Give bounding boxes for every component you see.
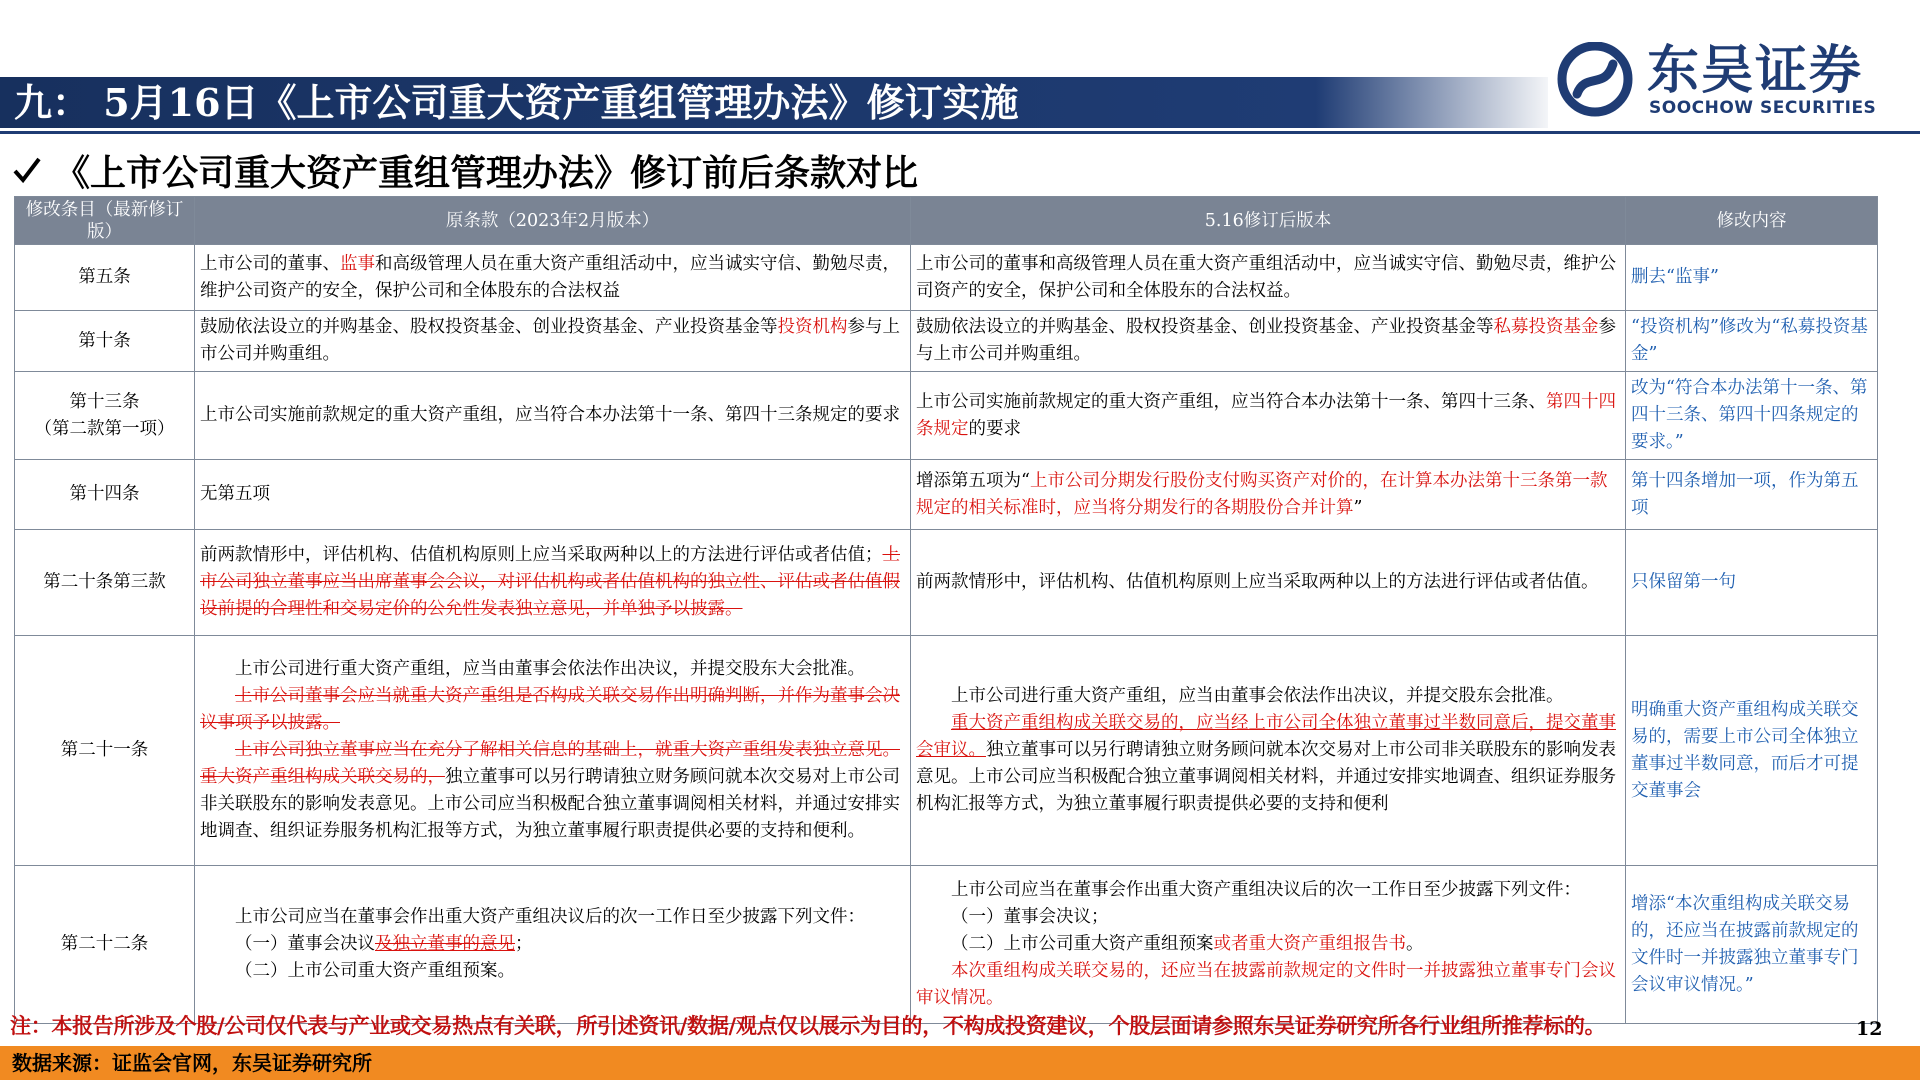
revised-cell: 上市公司的董事和高级管理人员在重大资产重组活动中，应当诚实守信、勤勉尽责，维护公司资产的安全，保护公司和全体股东的合法权益。 (911, 245, 1626, 311)
title-bar (0, 77, 1548, 128)
table-header-row (15, 197, 1878, 245)
table-row (15, 636, 1878, 866)
table-row (15, 245, 1878, 311)
change-cell: 明确重大资产重组构成关联交易的，需要上市公司全体独立董事过半数同意，而后才可提交董事会 (1626, 636, 1878, 866)
change-cell: 第十四条增加一项，作为第五项 (1626, 460, 1878, 530)
table-row (15, 530, 1878, 636)
change-cell: 改为“符合本办法第十一条、第四十三条、第四十四条规定的要求。” (1626, 372, 1878, 460)
header-article: 修改条目（最新修订版） (15, 197, 195, 245)
change-cell: 增添“本次重组构成关联交易的，还应当在披露前款规定的文件时一并披露独立董事专门会议审议情况。” (1626, 866, 1878, 1024)
comparison-table (14, 196, 1878, 1024)
revised-cell: 增添第五项为“上市公司分期发行股份支付购买资产对价的，在计算本办法第十三条第一款规定的相关标准时，应当将分期发行的各期股份合并计算” (911, 460, 1626, 530)
article-cell: 第十四条 (15, 460, 195, 530)
original-cell: 鼓励依法设立的并购基金、股权投资基金、创业投资基金、产业投资基金等投资机构参与上市公司并购重组。 (195, 311, 911, 372)
checkmark-icon (12, 155, 42, 185)
table-row (15, 311, 1878, 372)
disclaimer-note: 注：本报告所涉及个股/公司仅代表与产业或交易热点有关联，所引述资讯/数据/观点仅以展示为目的，不构成投资建议，个股层面请参照东吴证券研究所各行业组所推荐标的。 (10, 1013, 1606, 1038)
table-row (15, 866, 1878, 1024)
logo-chinese-name: 东吴证券 (1647, 41, 1864, 101)
original-cell: 前两款情形中，评估机构、估值机构原则上应当采取两种以上的方法进行评估或者估值；上市公司独立董事应当出席董事会会议，对评估机构或者估值机构的独立性、评估或者估值假设前提的合理性和交易定价的公允性发表独立意见，并单独予以披露。 (195, 530, 911, 636)
original-cell: 上市公司进行重大资产重组，应当由董事会依法作出决议，并提交股东大会批准。 上市公司董事会应当就重大资产重组是否构成关联交易作出明确判断，并作为董事会决议事项予以披露。 上市公司独立董事应当在充分了解相关信息的基础上，就重大资产重组发表独立意见。重大资产重组构成关联交易的，独立董事可以另行聘请独立财务顾问就本次交易对上市公司非关联股东的影响发表意见。上市公司应当积极配合独立董事调阅相关材料，并通过安排实地调查、组织证券服务机构汇报等方式，为独立董事履行职责提供必要的支持和便利。 (195, 636, 911, 866)
change-cell: “投资机构”修改为“私募投资基金” (1626, 311, 1878, 372)
original-cell: 上市公司实施前款规定的重大资产重组，应当符合本办法第十一条、第四十三条规定的要求 (195, 372, 911, 460)
revised-cell: 上市公司应当在董事会作出重大资产重组决议后的次一工作日至少披露下列文件： （一）董事会决议； （二）上市公司重大资产重组预案或者重大资产重组报告书。 本次重组构成关联交易的，还应当在披露前款规定的文件时一并披露独立董事专门会议审议情况。 (911, 866, 1626, 1024)
original-cell: 上市公司应当在董事会作出重大资产重组决议后的次一工作日至少披露下列文件： （一）董事会决议及独立董事的意见； （二）上市公司重大资产重组预案。 (195, 866, 911, 1024)
table-row (15, 372, 1878, 460)
revised-cell: 鼓励依法设立的并购基金、股权投资基金、创业投资基金、产业投资基金等私募投资基金参与上市公司并购重组。 (911, 311, 1626, 372)
soochow-logo-icon (1555, 42, 1641, 117)
page-number: 12 (1856, 1018, 1883, 1040)
change-cell: 只保留第一句 (1626, 530, 1878, 636)
article-cell: 第十三条 （第二款第一项） (15, 372, 195, 460)
subtitle-text: 《上市公司重大资产重组管理办法》修订前后条款对比 (54, 152, 919, 194)
revised-cell: 前两款情形中，评估机构、估值机构原则上应当采取两种以上的方法进行评估或者估值。 (911, 530, 1626, 636)
section-subtitle (12, 150, 918, 196)
header-change: 修改内容 (1626, 197, 1878, 245)
article-cell: 第十条 (15, 311, 195, 372)
header-rule (0, 131, 1920, 134)
article-cell: 第五条 (15, 245, 195, 311)
data-source: 数据来源：证监会官网，东吴证券研究所 (12, 1051, 372, 1075)
article-cell: 第二十一条 (15, 636, 195, 866)
article-cell: 第二十条第三款 (15, 530, 195, 636)
company-logo (1555, 42, 1915, 117)
revised-cell: 上市公司实施前款规定的重大资产重组，应当符合本办法第十一条、第四十三条、第四十四条规定的要求 (911, 372, 1626, 460)
revised-cell: 上市公司进行重大资产重组，应当由董事会依法作出决议，并提交股东会批准。 重大资产重组构成关联交易的，应当经上市公司全体独立董事过半数同意后，提交董事会审议。独立董事可以另行聘请独立财务顾问就本次交易对上市公司非关联股东的影响发表意见。上市公司应当积极配合独立董事调阅相关材料，并通过安排实地调查、组织证券服务机构汇报等方式，为独立董事履行职责提供必要的支持和便利 (911, 636, 1626, 866)
change-cell: 删去“监事” (1626, 245, 1878, 311)
original-cell: 上市公司的董事、监事和高级管理人员在重大资产重组活动中，应当诚实守信、勤勉尽责，维护公司资产的安全，保护公司和全体股东的合法权益 (195, 245, 911, 311)
original-cell: 无第五项 (195, 460, 911, 530)
source-bar (0, 1046, 1920, 1080)
article-cell: 第二十二条 (15, 866, 195, 1024)
header-original: 原条款（2023年2月版本） (195, 197, 911, 245)
logo-english-name: SOOCHOW SECURITIES (1649, 98, 1877, 118)
header-revised: 5.16修订后版本 (911, 197, 1626, 245)
page-title: 九： 5月16日《上市公司重大资产重组管理办法》修订实施 (14, 80, 1019, 125)
table-row (15, 460, 1878, 530)
